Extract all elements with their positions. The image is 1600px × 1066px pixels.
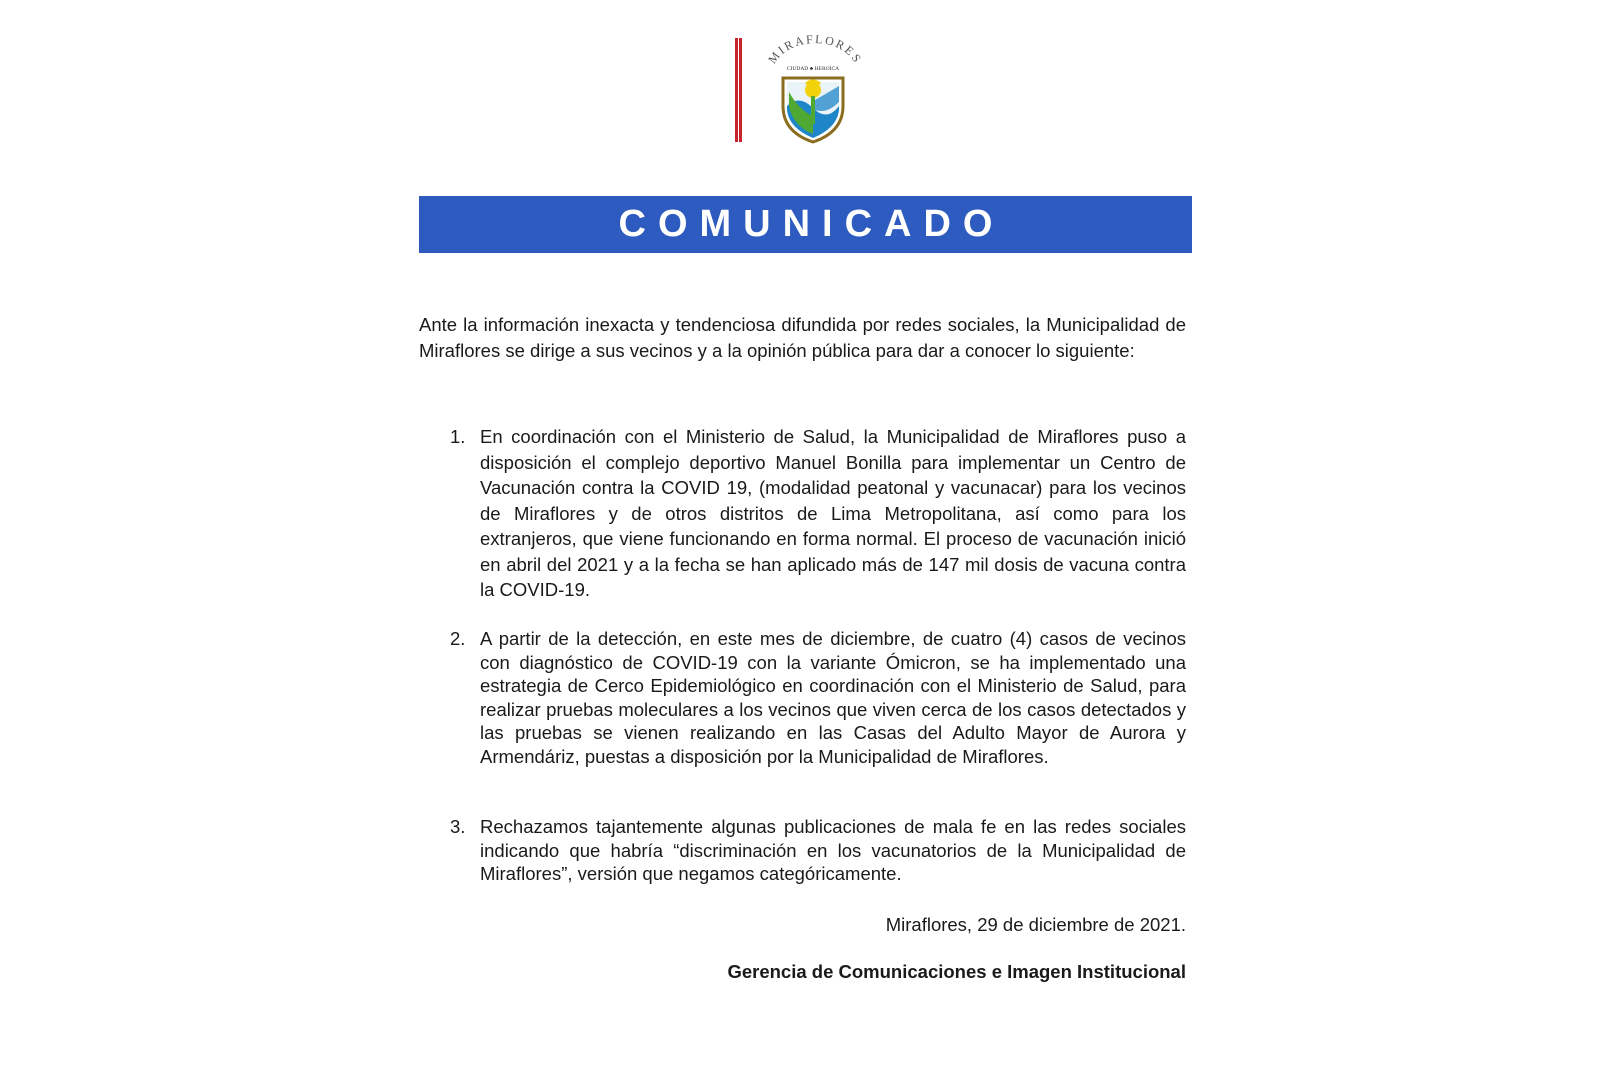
comunicado-banner (419, 196, 1192, 253)
numbered-item-3 (419, 815, 1186, 886)
municipal-logo (735, 34, 875, 146)
item-text: Rechazamos tajantemente algunas publicaciones de mala fe en las redes sociales indicando que habría “discriminación en los vacunatorios de la Municipalidad de Miraflores”, versión que negamos categóricamente. (480, 816, 1186, 884)
item-text: En coordinación con el Ministerio de Salud, la Municipalidad de Miraflores puso a disposición el complejo deportivo Manuel Bonilla para implementar un Centro de Vacunación contra la COVID 19, (modalidad peatonal y vacunacar) para los vecinos de Miraflores y de otros distritos de Lima Metropolitana, así como para los extranjeros, que viene funcionando en forma normal. El proceso de vacunación inició en abril del 2021 y a la fecha se han aplicado más de 147 mil dosis de vacuna contra la COVID-19. (480, 426, 1186, 600)
svg-text:CIUDAD ♣ HEROICA: CIUDAD ♣ HEROICA (786, 66, 840, 72)
svg-text:MIRAFLORES: MIRAFLORES (765, 34, 866, 67)
numbered-item-1 (419, 424, 1186, 603)
numbered-item-2 (419, 627, 1186, 768)
red-stripes-icon (735, 38, 747, 142)
document-title: COMUNICADO (618, 203, 1005, 245)
item-text: A partir de la detección, en este mes de diciembre, de cuatro (4) casos de vecinos con diagnóstico de COVID-19 con la variante Ómicron, se ha implementado una estrategia de Cerco Epidemiológico en coordinación con el Ministerio de Salud, para realizar pruebas moleculares a los vecinos que viven cerca de los casos detectados y las pruebas se vienen realizando en las Casas del Adulto Mayor de Aurora y Armendáriz, puestas a disposición por la Municipalidad de Miraflores. (480, 628, 1186, 767)
item-number: 1. (450, 426, 466, 447)
date-line: Miraflores, 29 de diciembre de 2021. (885, 914, 1186, 935)
signature-line: Gerencia de Comunicaciones e Imagen Institucional (727, 961, 1186, 982)
item-number: 3. (450, 816, 466, 837)
intro-paragraph: Ante la información inexacta y tendenciosa difundida por redes sociales, la Municipalidad de Miraflores se dirige a sus vecinos y a la opinión pública para dar a conocer lo siguiente: (419, 314, 1186, 361)
miraflores-shield-icon (753, 34, 873, 146)
item-number: 2. (450, 628, 466, 649)
